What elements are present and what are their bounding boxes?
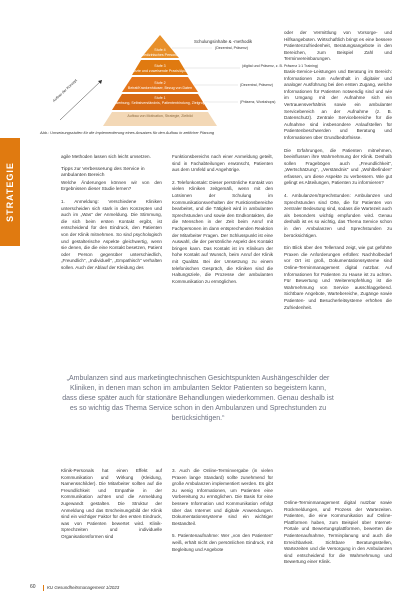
footer-divider bbox=[43, 585, 44, 591]
side-label-3: (digital und Präsenz, z. B. Präsenz 1:1 Training) bbox=[242, 64, 319, 68]
page-number: 60 bbox=[30, 584, 36, 590]
section-tab bbox=[0, 138, 20, 246]
paragraph: 2. Telefonkontakt: Dieser persönliche Kontakt von vielen Kliniken zeitgemäß, wenn mit den Lotsinnen der Schulung im Kommunikationsverhalten der Funktionsbereiche bearbeitet, und die Tätigkeit wird in ambulanten Sprechstunden und sowie den Endkontakten, die die Menschen in der Zeit beim Anruf mit Fachpersonen im dann entsprechenden Reaktion der Mitarbeiter Fragen. Der Schlusspunkt ist eine Auswahl, die der persönliche Aspekt des Kontakt bringen kann. Das Kontakt ist im Klinikum der hohe Kontakt auf Wunsch, beim Anruf der Klinik mit Qualität. Bei der Umsetzung zu einem telefonischen Gespräch, die Kliniken sind die Haltungsziele, die Prozesse der ambulanten Kommunikation zu ermöglichen. bbox=[172, 179, 273, 284]
column-3-bottom bbox=[284, 500, 392, 566]
section-tab-label: STRATEGIE bbox=[5, 162, 15, 222]
paragraph: 4. Ambulanzen/Sprechstunden: Ambulanzen und Sprechstunden sind Orte, die für Patienten von zentraler Bedeutung sind, sodass die Wartezeit auch als besonders wichtig empfunden wird. Genau deshalb ist es so wichtig, das Thema Service schon in den Ambulanzen und Sprechstunden zu berücksichtigen. bbox=[284, 193, 392, 238]
side-label-2: (Dezentral, Präsenz) bbox=[240, 83, 273, 87]
paragraph: 5. Patientenaufnahme: Wer „von den Patienten“ weiß, erhält nicht den persönlichen Eindruck, mit Begleitung und Angebote bbox=[172, 533, 273, 552]
paragraph: Basis-Service-Leistungen und Beratung im Bereich: Informationen zum Aufenthalt in digitaler und analoger Ausführung bei den ersten Zugang, welche Informationen für Patienten notwendig sind und wie im Umgang mit der Aufnahme sich ein Vertrauensverhältnis sowie ein ambulanter Servicebereich an der Aufnahme (z. B. Datenschutz). Zentrale Servicebereiche für die Aufnahme sind insbesondere Anlaufstellen für Patientenbeschwerden und Beratung und Informationen über Grundbedürfnisse. bbox=[284, 68, 392, 140]
column-1-bottom bbox=[61, 468, 162, 541]
side-label-heading: Schulungsinhalte & -methodik bbox=[194, 39, 253, 44]
journal-name: KU Gesundheitsmanagement 1/2023 bbox=[47, 585, 120, 590]
level-3: Stufe 3 Fachärzte und zuweisende Praxis/Apotheke bbox=[124, 64, 196, 73]
side-label-4: (Dezentral, Präsenz) bbox=[215, 46, 248, 50]
paragraph: 1. Anmeldung: Verschiedene Kliniken unterscheiden sich stark in den Konzepten und auch im „Was“ der Anmeldung. Die Stimmung, die sich beim ersten Kontakt ergibt, ist entscheidend für den Eindruck, den Patienten von der Klinik mitnehmen. So sind psychologisch und gestalterische Aspekte gleichwertig, wenn sie denen, die die eine Kontakt besetzen, Patient oder Person gegenüber unterschiedlich, „Freundlich“, „Individuell“, „Empathisch“ verhalten sollen. Auch der Ablauf der Kleidung des bbox=[61, 198, 162, 270]
paragraph: Klinik-Personals hat einen Effekt auf Kommunikation und Wirkung (Kleidung, Namensschilder). Die Mitarbeiter sollten auf die Freundlichkeit und Empathie in der Kommunikation achten und die Anmeldung zugewandt gestalten. Die Struktur der Anmeldung und das Erscheinungsbild der Klinik sind ein wichtiger Faktor für den ersten Eindruck, was von Patienten bewertet wird. Klinik-Sprechzeiten und individuelle Organisationsformen sind bbox=[61, 468, 162, 539]
paragraph: 3. Auch die Online-Terminvergabe (in vielen Praxen lange Standard) sollte zunehmend für große Ambulanzen implementiert werden. Es gibt zu wenig Informationen, um Patienten eine Vorbereitung zu ermöglichen. Die Basis für eine bessere Information und Kommunikation erfolgt über das Internet und digitale Anwendungen. Dokumentationssysteme sind ein wichtiger Bestandteil. bbox=[172, 468, 273, 526]
level-2: Stufe 2 Beirat/Krankenhäuser, Bezug von Daten bbox=[127, 81, 193, 90]
level-1: Stufe 1 Bewerbung, Selbstverständnis, Patientenbindung, Zielgruppe bbox=[111, 96, 209, 105]
level-0: Aufbau von Motivation, Strategie, Zielbild bbox=[127, 114, 193, 118]
side-label-1: (Präsenz, Workshops) bbox=[240, 100, 276, 104]
column-3 bbox=[284, 30, 392, 311]
figure-caption: Abb.: Umsetzungsstufen für die Implementierung eines Ansatzes für den Aufbau in zeitlicher Planung bbox=[40, 130, 215, 135]
paragraph: agile Methoden lassen sich leicht umsetzen. bbox=[61, 154, 151, 159]
level-4: Stufe 4 Medizinisches Personal bbox=[141, 48, 179, 57]
pull-quote: „Ambulanzen sind aus marketingtechnischen Gesichtspunkten Aushängeschilder der Kliniken, in denen man schon im ambulanten Sektor Patienten so begeistern kann, dass diese später auch für stationäre Behandlungen wiederkommen. Genau deshalb ist es so wichtig das Thema Service schon in den Ambulanzen und Sprechstunden zu berücksichtigen.“ bbox=[62, 375, 334, 422]
column-1-top bbox=[61, 154, 162, 272]
column-2-bottom bbox=[172, 468, 273, 553]
subheading: Tipps zur Verbesserung des Service in ambulanten Bereich bbox=[61, 166, 145, 179]
paragraph: Die Erfahrungen, die Patienten mitnehmen, beeinflussen ihre Wahrnehmung der Klinik. Deshalb sollen Fragebögen auch „Freundlichkeit“, „Wertschätzung“, „Verständnis“ und „Wohlbefinden“ erfassen, um diese Aspekte zu verbessern. Wie gut gelingt es Abteilungen, Patienten zu informieren? bbox=[284, 147, 392, 186]
axis-label: Aufbau der Konzept bbox=[52, 78, 78, 103]
paragraph: oder der Vermittlung von Vorsorge- und Hilfsangeboten. Wirtschaftlich bringt es eine bessere Patientenzufriedenheit, Beratungsangebote in den Bereichen, zum Beispiel Zahl und Terminvereinbarungen. bbox=[284, 30, 392, 62]
paragraph: Ein Blick über den Tellerrand zeigt, wie gut geführte Praxen die Anforderungen erfüllen: Nachholbedarf vor Ort ist groß, Dokumentationssysteme sind Online-Terminmanagement digital nutzbar. Auf Informationen für Patienten zu Hause ist zu achten. Für Bewertung und Weiterempfehlung ist die Wahrnehmung von Service ausschlaggebend. Sichtbare Angebote, Wartebereiche, Zugänge sowie Patienten- und Besucherleitsysteme erhöhen die Zufriedenheit. bbox=[284, 245, 392, 310]
paragraph: Funktionsbereichs nach einer Anmeldung geteilt, sind in Fachabteilungen erwünscht, Patienten aus dem Umfeld und Angehörige. bbox=[172, 154, 273, 173]
column-2-top bbox=[172, 154, 273, 285]
paragraph: Welche Änderungen können wir von den Ergebnissen dieser Studie lernen? bbox=[61, 179, 162, 192]
paragraph: Online-Terminmanagement digital nutzbar sowie Rückmeldungen, und Prozess der Wartezeiten. Patienten, die eine Kommunikation auf Online-Plattformen haben, zum Beispiel über Internet-Portale und Bewertungsplattformen, bewerten die Patientenaufnahme, Terminplanung und auch die Erreichbarkeit. Sichtbare Beratungsstellen, Wartezeiten und die Versorgung in den Ambulanzen sind entscheidend für die Wahrnehmung und Bewertung einer Klinik. bbox=[284, 500, 392, 565]
